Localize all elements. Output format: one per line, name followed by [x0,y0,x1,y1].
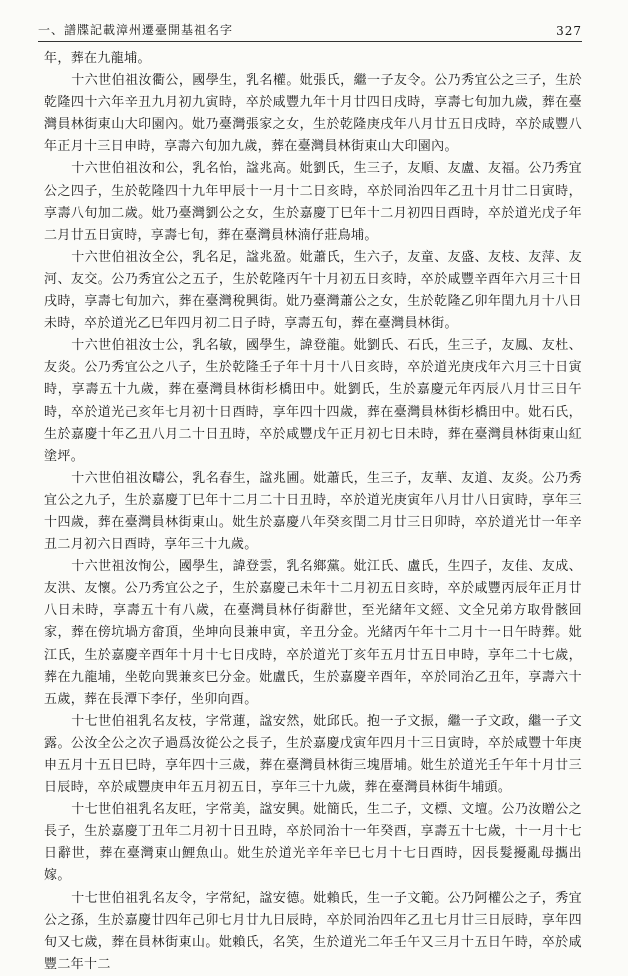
paragraph: 十六世伯祖汝全公，乳名足，諡兆盈。妣蕭氏，生六子，友童、友盛、友枝、友萍、友河、友交。公乃秀宜公之五子，生於乾隆丙午十月初五日亥時，卒於咸豐辛酉年六月三十日戌時，享壽七旬加六，葬在臺灣稅興街。妣乃臺灣蕭公之女，生於乾隆乙卯年閏九月十八日未時，卒於道光乙巳年四月初二日子時，享壽五旬，葬在臺灣員林街。 [44,249,582,332]
paragraph: 十七世伯祖乳名友旺，字常美，諡安興。妣簡氏，生二子，文標、文壇。公乃汝贈公之長子，生於嘉慶丁丑年二月初十日丑時，卒於同治十一年癸酉，享壽五十七歲，十一月十七日辭世，葬在臺灣東山鯉魚山。妣生於道光辛年辛巳七月十七日酉時，因長髮擾亂母攜出嫁。 [44,802,582,884]
running-header [38,14,582,42]
page-body [44,48,582,976]
paragraph: 十六世伯祖汝和公，乳名怡，諡兆高。妣劉氏，生三子，友順、友盧、友福。公乃秀宜公之四子，生於乾隆四十九年甲辰十一月十二日亥時，卒於同治四年乙丑十月廿二日寅時，享壽八旬加二歲。妣乃臺灣劉公之女，生於嘉慶丁巳年十二月初四日酉時，卒於道光戊子年二月廿五日寅時，享壽七旬，葬在臺灣員林湳仔莊鳥埔。 [44,161,582,243]
paragraph: 十六世伯祖汝衢公，國學生，乳名權。妣張氏，繼一子友令。公乃秀宜公之三子，生於乾隆四十六年辛丑九月初九寅時，卒於咸豐九年十月廿四日戌時，享壽七旬加九歲，葬在臺灣員林街東山大印園內。妣乃臺灣張家之女，生於乾隆庚戌年八月廿五日戌時，卒於咸豐八年正月十三日申時，享壽六旬加九歲，葬在臺灣員林街東山大印園內。 [44,73,582,155]
paragraph: 十六世祖汝恂公，國學生，諱登雲，乳名鄉黨。妣江氏、盧氏，生四子，友佳、友成、友洪、友懷。公乃秀宜公之子，生於嘉慶己未年十二月初五日亥時，卒於咸豐丙辰年正月廿八日未時，享壽五十有八歲，在臺灣員林仔街辭世，至光緒年文經、文全兄弟方取骨骸回家，葬在傍坑堝方畲頂，坐坤向艮兼申寅，辛丑分金。光緒丙午年十二月十一日午時葬。妣江氏，生於嘉慶辛酉年十月十七日戌時，卒於道光丁亥年五月廿五日申時，享年二十七歲，葬在九龍埔，坐乾向巽兼亥巳分金。妣盧氏，生於嘉慶辛酉年，卒於同治乙丑年，享壽六十五歲，葬在長潭下李仔，坐卯向酉。 [44,559,582,707]
paragraph: 十六世伯祖汝士公，乳名敏，國學生，諱登龍。妣劉氏、石氏，生三子，友鳳、友杜、友炎。公乃秀宜公之八子，生於乾隆壬子年十月十八日亥時，卒於道光庚戌年六月三十日寅時，享壽五十九歲，葬在臺灣員林街杉橋田中。妣劉氏，生於嘉慶元年丙辰八月廿三日午時，卒於道光己亥年七月初十日酉時，享年四十四歲，葬在臺灣員林街杉橋田中。妣石氏，生於嘉慶十年乙丑八月二十日丑時，卒於咸豐戊午正月初七日未時，葬在臺灣員林街東山紅塗坪。 [44,338,582,464]
header-title: 一、譜牒記載漳州遷臺開基祖名字 [38,23,234,37]
paragraph: 十六世伯祖汝疇公，乳名春生，諡兆圃。妣蕭氏，生三子，友華、友道、友炎。公乃秀宜公之九子，生於嘉慶丁巳年十二月二十日丑時，卒於道光庚寅年八月廿八日寅時，享年三十四歲，葬在臺灣員林街東山。妣生於嘉慶八年癸亥閏二月廿三日卯時，卒於道光廿一年辛丑二月初六日酉時，享年三十九歲。 [44,470,582,553]
paragraph: 十七世伯祖乳名友令，字常紀，諡安德。妣賴氏，生一子文範。公乃阿權公之子，秀宜公之孫，生於嘉慶廿四年己卯七月廿九日辰時，卒於同治四年乙丑七月廿三日辰時，享年四旬又七歲，葬在員林街東山。妣賴氏，名笑，生於道光二年壬午又三月十五日午時，卒於咸豐二年十二 [44,890,582,972]
paragraph-continuation: 年，葬在九龍埔。 [44,51,151,66]
page-number: 327 [556,24,582,38]
paragraph: 十七世伯祖乳名友枝，字常蓮，諡安然，妣邱氏。抱一子文振，繼一子文政，繼一子文露。公汝全公之次子過爲汝從公之長子，生於嘉慶戊寅年四月十三日寅時，卒於咸豐十年庚申五月十五日巳時，享年四十三歲，葬在臺灣員林街三塊厝埔。妣生於道光壬午年十月廿三日辰時，卒於咸豐庚申年五月初五日，享年三十九歲，葬在臺灣員林街牛埔頭。 [44,713,582,796]
